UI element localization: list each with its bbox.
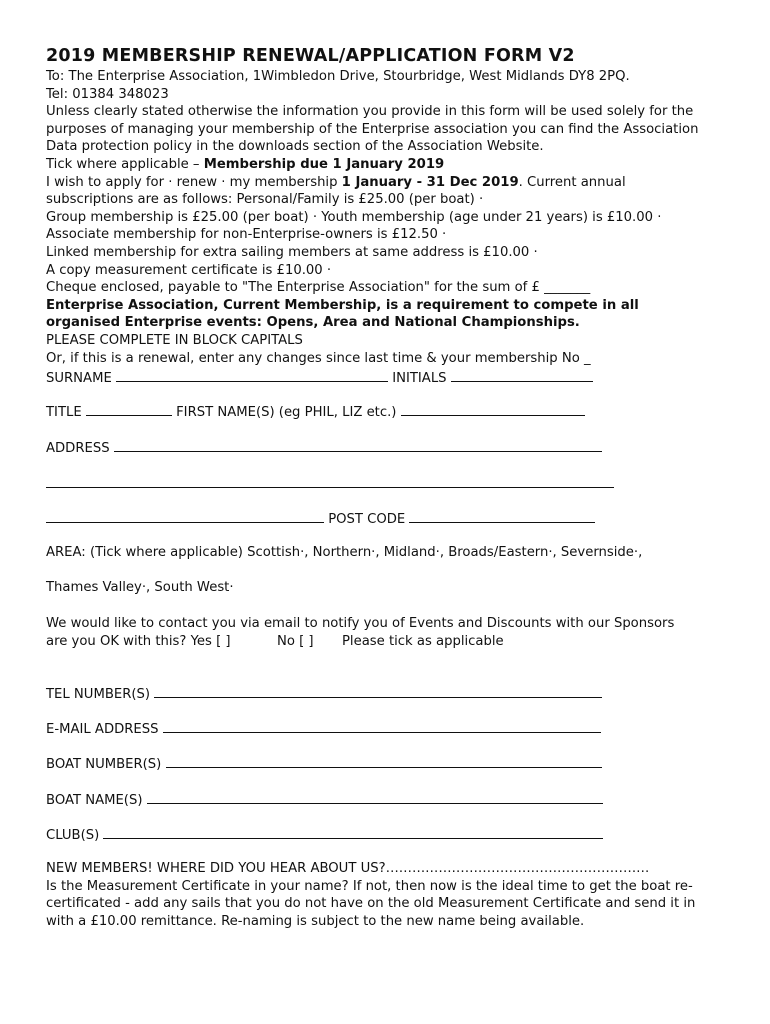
- title-label: TITLE: [46, 405, 82, 420]
- surname-field[interactable]: [116, 369, 388, 382]
- address-label: ADDRESS: [46, 441, 110, 456]
- first-names-field[interactable]: [401, 403, 585, 416]
- apply-suffix: . Current annual: [518, 174, 626, 190]
- boat-number-field[interactable]: [166, 755, 602, 768]
- email-field[interactable]: [163, 720, 601, 733]
- tel-row: [46, 685, 602, 702]
- tick-line: [46, 156, 736, 174]
- intro-block: [46, 68, 736, 367]
- post-code-label: POST CODE: [328, 512, 406, 527]
- area-line: Thames Valley·, South West·: [46, 580, 234, 595]
- initials-label: INITIALS: [392, 371, 447, 386]
- tel-label: TEL NUMBER(S): [46, 687, 151, 702]
- consent-options: [46, 633, 736, 651]
- address-field-3[interactable]: [46, 510, 324, 523]
- apply-line: [46, 174, 736, 192]
- club-row: [46, 826, 603, 843]
- linked-line: Linked membership for extra sailing members at same address is £10.00 ·: [46, 244, 538, 260]
- address-field[interactable]: [114, 439, 602, 452]
- privacy-line: purposes of managing your membership of the Enterprise association you can find the Association: [46, 121, 699, 137]
- certificate-line: certificated - add any sails that you do not have on the old Measurement Certificate and send it in: [46, 896, 696, 912]
- hear-about-us-line: NEW MEMBERS! WHERE DID YOU HEAR ABOUT US?……………………………………………………: [46, 861, 650, 876]
- associate-line: Associate membership for non-Enterprise-owners is £12.50 ·: [46, 227, 447, 243]
- surname-row: [46, 369, 593, 386]
- consent-no-checkbox[interactable]: No [ ]: [276, 633, 314, 649]
- membership-due: Membership due 1 January 2019: [203, 156, 445, 172]
- title-field[interactable]: [86, 403, 172, 416]
- boat-name-label: BOAT NAME(S): [46, 793, 143, 808]
- cheque-line: Cheque enclosed, payable to "The Enterprise Association" for the sum of £ _______: [46, 280, 591, 296]
- boat-number-label: BOAT NUMBER(S): [46, 757, 162, 772]
- apply-prefix: I wish to apply for · renew · my membership: [46, 174, 342, 190]
- address-field-2[interactable]: [46, 475, 614, 488]
- footer-block: [46, 860, 736, 930]
- email-row: [46, 720, 601, 737]
- email-consent: [46, 615, 736, 650]
- form-title: 2019 MEMBERSHIP RENEWAL/APPLICATION FORM V2: [46, 46, 575, 66]
- address-row: [46, 439, 602, 456]
- address-row-2: [46, 475, 614, 492]
- consent-question: We would like to contact you via email to notify you of Events and Discounts with our Sponsors: [46, 616, 675, 631]
- apply-period: 1 January - 31 Dec 2019: [341, 174, 519, 190]
- boat-number-row: [46, 755, 602, 772]
- tel-line: Tel: 01384 348023: [46, 86, 169, 102]
- area-line: AREA: (Tick where applicable) Scottish·, Northern·, Midland·, Broads/Eastern·, Severnside·,: [46, 545, 643, 560]
- consent-instruction: Please tick as applicable: [341, 633, 504, 649]
- boat-name-field[interactable]: [147, 791, 603, 804]
- club-label: CLUB(S): [46, 828, 100, 843]
- surname-label: SURNAME: [46, 371, 112, 386]
- privacy-line: Data protection policy in the downloads section of the Association Website.: [46, 139, 544, 155]
- privacy-line: Unless clearly stated otherwise the information you provide in this form will be used solely for the: [46, 104, 694, 120]
- tel-field[interactable]: [154, 685, 602, 698]
- block-capitals-note: PLEASE COMPLETE IN BLOCK CAPITALS: [46, 332, 303, 348]
- postcode-row: [46, 510, 595, 527]
- post-code-field[interactable]: [409, 510, 595, 523]
- email-label: E-MAIL ADDRESS: [46, 722, 159, 737]
- tick-prefix: Tick where applicable –: [46, 156, 204, 172]
- subs-line: subscriptions are as follows: Personal/Family is £25.00 (per boat) ·: [46, 192, 484, 208]
- address-line: To: The Enterprise Association, 1Wimbledon Drive, Stourbridge, West Midlands DY8 2PQ.: [46, 69, 630, 84]
- name-row: [46, 403, 585, 420]
- requirement-line: organised Enterprise events: Opens, Area and National Championships.: [46, 315, 580, 331]
- initials-field[interactable]: [451, 369, 593, 382]
- boat-name-row: [46, 791, 603, 808]
- club-field[interactable]: [103, 826, 603, 839]
- copy-cert-line: A copy measurement certificate is £10.00 ·: [46, 262, 332, 278]
- group-line: Group membership is £25.00 (per boat) · Youth membership (age under 21 years) is £10.00 ·: [46, 209, 662, 225]
- first-names-label: FIRST NAME(S) (eg PHIL, LIZ etc.): [176, 405, 397, 420]
- certificate-line: Is the Measurement Certificate in your name? If not, then now is the ideal time to get the boat re-: [46, 878, 693, 894]
- renewal-line: Or, if this is a renewal, enter any changes since last time & your membership No _: [46, 350, 591, 366]
- requirement-line: Enterprise Association, Current Membership, is a requirement to compete in all: [46, 297, 639, 313]
- certificate-line: with a £10.00 remittance. Re-naming is subject to the new name being available.: [46, 913, 585, 929]
- consent-yes-checkbox[interactable]: are you OK with this? Yes [ ]: [46, 633, 231, 649]
